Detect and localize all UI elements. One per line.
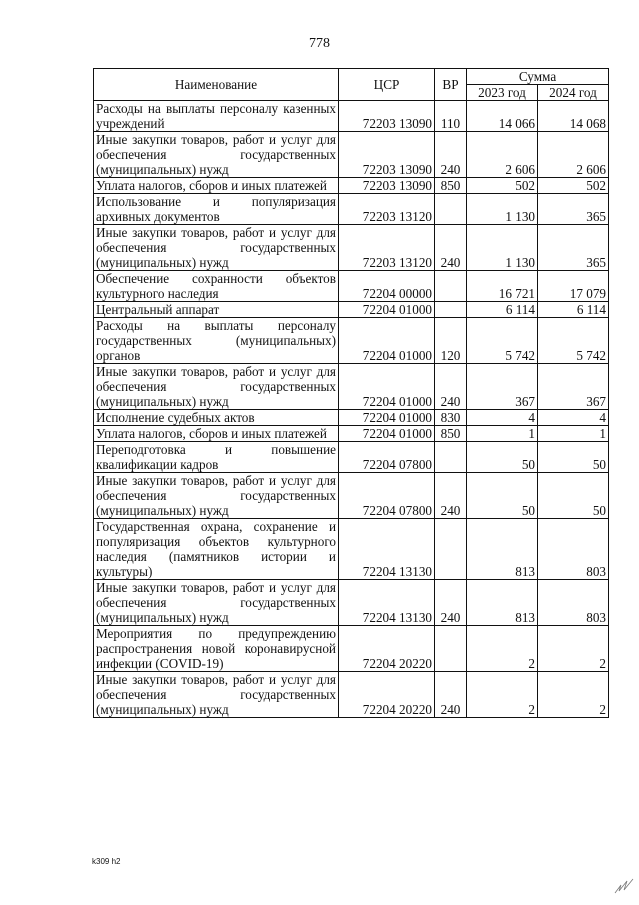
table-row	[94, 178, 609, 194]
row-sum-2023: 2 606	[467, 132, 538, 178]
row-sum-2023: 50	[467, 473, 538, 519]
header-year-2023: 2023 год	[467, 85, 538, 101]
row-csr: 72203 13090	[339, 178, 435, 194]
row-sum-2023: 4	[467, 410, 538, 426]
header-vr: ВР	[435, 69, 467, 101]
row-sum-2023: 813	[467, 519, 538, 580]
row-name: Мероприятия по предупреждению распространения новой коронавирусной инфекции (COVID-19)	[94, 626, 339, 672]
row-vr: 120	[435, 318, 467, 364]
row-name: Иные закупки товаров, работ и услуг для обеспечения государственных (муниципальных) нужд	[94, 672, 339, 718]
table-row	[94, 364, 609, 410]
row-csr: 72204 07800	[339, 473, 435, 519]
row-vr: 850	[435, 426, 467, 442]
row-sum-2023: 1 130	[467, 194, 538, 225]
table-row	[94, 473, 609, 519]
table-row	[94, 519, 609, 580]
row-csr: 72203 13120	[339, 225, 435, 271]
row-csr: 72204 20220	[339, 672, 435, 718]
row-sum-2023: 813	[467, 580, 538, 626]
table-row	[94, 318, 609, 364]
table-row	[94, 302, 609, 318]
row-vr: 830	[435, 410, 467, 426]
row-name: Центральный аппарат	[94, 302, 339, 318]
table-row	[94, 271, 609, 302]
row-sum-2024: 365	[538, 194, 609, 225]
row-csr: 72204 01000	[339, 410, 435, 426]
row-csr: 72204 07800	[339, 442, 435, 473]
row-name: Уплата налогов, сборов и иных платежей	[94, 178, 339, 194]
row-name: Переподготовка и повышение квалификации кадров	[94, 442, 339, 473]
table-header	[94, 69, 609, 101]
row-sum-2023: 2	[467, 672, 538, 718]
table-row	[94, 672, 609, 718]
table-row	[94, 132, 609, 178]
row-csr: 72204 13130	[339, 519, 435, 580]
row-sum-2024: 17 079	[538, 271, 609, 302]
table-row	[94, 626, 609, 672]
row-csr: 72204 13130	[339, 580, 435, 626]
row-csr: 72203 13120	[339, 194, 435, 225]
table-row	[94, 580, 609, 626]
row-name: Иные закупки товаров, работ и услуг для обеспечения государственных (муниципальных) нужд	[94, 225, 339, 271]
row-sum-2023: 367	[467, 364, 538, 410]
row-sum-2024: 502	[538, 178, 609, 194]
row-sum-2023: 16 721	[467, 271, 538, 302]
row-vr	[435, 271, 467, 302]
row-name: Обеспечение сохранности объектов культурного наследия	[94, 271, 339, 302]
row-name: Уплата налогов, сборов и иных платежей	[94, 426, 339, 442]
row-name: Расходы на выплаты персоналу государственных (муниципальных) органов	[94, 318, 339, 364]
row-sum-2023: 6 114	[467, 302, 538, 318]
row-csr: 72204 00000	[339, 271, 435, 302]
row-sum-2024: 2	[538, 672, 609, 718]
row-sum-2024: 14 068	[538, 101, 609, 132]
row-sum-2023: 1 130	[467, 225, 538, 271]
row-sum-2024: 4	[538, 410, 609, 426]
row-vr: 240	[435, 225, 467, 271]
row-vr	[435, 194, 467, 225]
row-sum-2023: 502	[467, 178, 538, 194]
header-year-2024: 2024 год	[538, 85, 609, 101]
row-csr: 72203 13090	[339, 132, 435, 178]
table-row	[94, 442, 609, 473]
table-row	[94, 426, 609, 442]
row-vr	[435, 519, 467, 580]
row-vr	[435, 442, 467, 473]
header-csr: ЦСР	[339, 69, 435, 101]
row-name: Иные закупки товаров, работ и услуг для обеспечения государственных (муниципальных) нужд	[94, 580, 339, 626]
row-name: Государственная охрана, сохранение и популяризация объектов культурного наследия (памятников истории и культуры)	[94, 519, 339, 580]
footer-code: k309 h2	[92, 857, 121, 866]
row-csr: 72204 01000	[339, 426, 435, 442]
row-sum-2023: 50	[467, 442, 538, 473]
row-csr: 72204 01000	[339, 302, 435, 318]
row-sum-2023: 1	[467, 426, 538, 442]
row-name: Использование и популяризация архивных документов	[94, 194, 339, 225]
row-vr: 240	[435, 132, 467, 178]
table-body	[94, 101, 609, 718]
row-sum-2024: 50	[538, 473, 609, 519]
row-sum-2023: 14 066	[467, 101, 538, 132]
budget-table	[93, 68, 609, 718]
page-number: 778	[309, 36, 330, 51]
row-vr: 240	[435, 364, 467, 410]
row-name: Исполнение судебных актов	[94, 410, 339, 426]
row-sum-2024: 6 114	[538, 302, 609, 318]
row-vr	[435, 302, 467, 318]
row-vr: 110	[435, 101, 467, 132]
row-sum-2023: 5 742	[467, 318, 538, 364]
row-sum-2024: 5 742	[538, 318, 609, 364]
row-csr: 72203 13090	[339, 101, 435, 132]
row-csr: 72204 20220	[339, 626, 435, 672]
table-row	[94, 225, 609, 271]
header-name: Наименование	[94, 69, 339, 101]
row-sum-2024: 50	[538, 442, 609, 473]
row-vr: 240	[435, 580, 467, 626]
row-name: Иные закупки товаров, работ и услуг для обеспечения государственных (муниципальных) нужд	[94, 364, 339, 410]
row-vr: 240	[435, 473, 467, 519]
row-sum-2024: 1	[538, 426, 609, 442]
table-row	[94, 410, 609, 426]
row-sum-2024: 2 606	[538, 132, 609, 178]
table-row	[94, 101, 609, 132]
row-csr: 72204 01000	[339, 318, 435, 364]
row-vr: 850	[435, 178, 467, 194]
header-sum: Сумма	[467, 69, 609, 85]
row-vr	[435, 626, 467, 672]
row-name: Расходы на выплаты персоналу казенных учреждений	[94, 101, 339, 132]
table-row	[94, 194, 609, 225]
row-sum-2023: 2	[467, 626, 538, 672]
row-sum-2024: 2	[538, 626, 609, 672]
row-sum-2024: 803	[538, 519, 609, 580]
row-csr: 72204 01000	[339, 364, 435, 410]
scan-artifact	[613, 875, 635, 895]
row-vr: 240	[435, 672, 467, 718]
row-sum-2024: 803	[538, 580, 609, 626]
row-name: Иные закупки товаров, работ и услуг для обеспечения государственных (муниципальных) нужд	[94, 473, 339, 519]
row-sum-2024: 365	[538, 225, 609, 271]
row-name: Иные закупки товаров, работ и услуг для обеспечения государственных (муниципальных) нужд	[94, 132, 339, 178]
row-sum-2024: 367	[538, 364, 609, 410]
